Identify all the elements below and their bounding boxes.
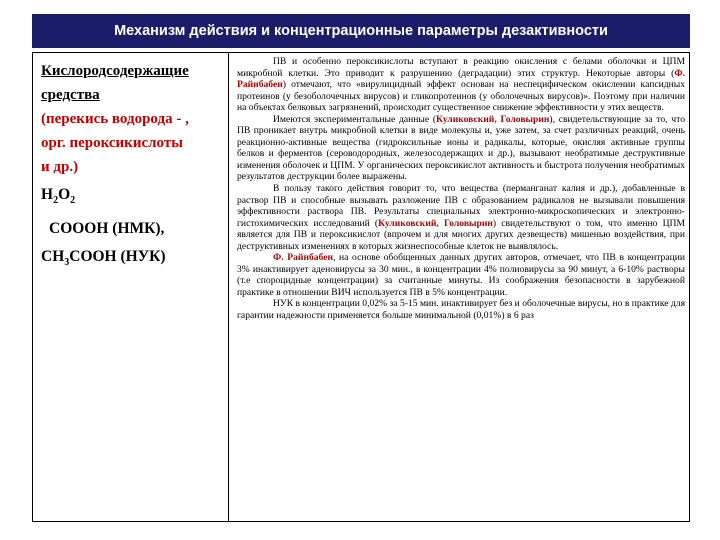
right-column [229, 53, 691, 521]
category-heading-line1: Кислородсодержащие [41, 63, 189, 79]
paragraph-2: Имеются экспериментальные данные (Куликовский, Головырин), свидетельствующие за то, что ПВ проникает внутрь микробной клетки в виде молекулы и, уже затем, за счет различных реакций, очень реакционно-активные вещества (гидроксильные ионы и радикалы, которые, окисляя активные группы белков и ферментов (сероводородных, железосодержащих и др.), вызывают необратимые деструктивные изменения оболочек и ЦПМ. У органических пероксикислот активность и быстрота получения необратимых результатов деструкции более выражены. [237, 113, 685, 183]
author-reference: Куликовский, Головырин [436, 113, 550, 125]
category-heading-line2: средства [41, 87, 100, 103]
paragraph-4: Ф. Райнбабен, на основе обобщенных данных других авторов, отмечает, что ПВ в концентрации 3% инактивирует аденовирусы за 30 мин., в концентрации 4% полиовирусы за 90 минут, а 6-10% растворы (т.е спороцидные концентрации) за считанные минуты. Из соображения безопасности в зарубежной практике в отношении ВИЧ используется ПВ в 5% концентрации. [237, 252, 685, 298]
slide-title: Механизм действия и концентрационные параметры дезактивности [32, 14, 690, 48]
formula-h2o2: $H_2O_2$ [41, 186, 76, 207]
author-reference: Ф. Райнбабен [237, 67, 685, 91]
examples-line1: (перекись водорода - , [41, 111, 189, 127]
content-table [32, 52, 690, 522]
examples-line3: и др.) [41, 159, 79, 175]
left-column [33, 53, 229, 521]
paragraph-1: ПВ и особенно пероксикислоты вступают в реакцию окисления с белами оболочки и ЦПМ микробной клетки. Это приводит к разрушению (деградации) этих структур. Некоторые авторы (Ф. Райнбабен) отмечают, что «вирулицидный эффект основан на неспецифическом окислении капсидных протеинов (у безоболочечных вирусов) и гликопротеинов (у оболочечных вирусов)». Поэтому при наличии на объектах белковых загрязнений, происходит существенное снижение эффективности у этих веществ. [237, 56, 685, 114]
formula-nuk: $CH_3COOH$ (НУК) [41, 248, 166, 269]
paragraph-3: В пользу такого действия говорит то, что вещества (перманганат калия и др.), добавленные в раствор ПВ и способные вызывать разложение ПВ с образованием радикалов не вызывали повышения эффективности раствора ПВ. Результаты специальных электронно-микроскопических и электронно-гистохимических исследований (Куликовский, Головырин) свидетельствуют о том, что именно ЦПМ является для ПВ и пероксикислот (впрочем и для многих других дезвеществ) мишенью воздействия, при деструктивных изменениях в которых жизнеспособные клеток не выявлялось. [237, 183, 685, 252]
paragraph-5: НУК в концентрации 0,02% за 5-15 мин. инактивирует без и оболочечные вирусы, но в практике для гарантии надежности применяется больше минимальной (0,01%) в 6 раз [237, 298, 685, 322]
examples-line2: орг. пероксикислоты [41, 135, 183, 151]
formula-nmk: СООOH (НМК), [49, 220, 165, 238]
author-reference: Ф. Райнбабен [273, 252, 334, 264]
author-reference: Куликовский, Головырин [378, 217, 493, 229]
